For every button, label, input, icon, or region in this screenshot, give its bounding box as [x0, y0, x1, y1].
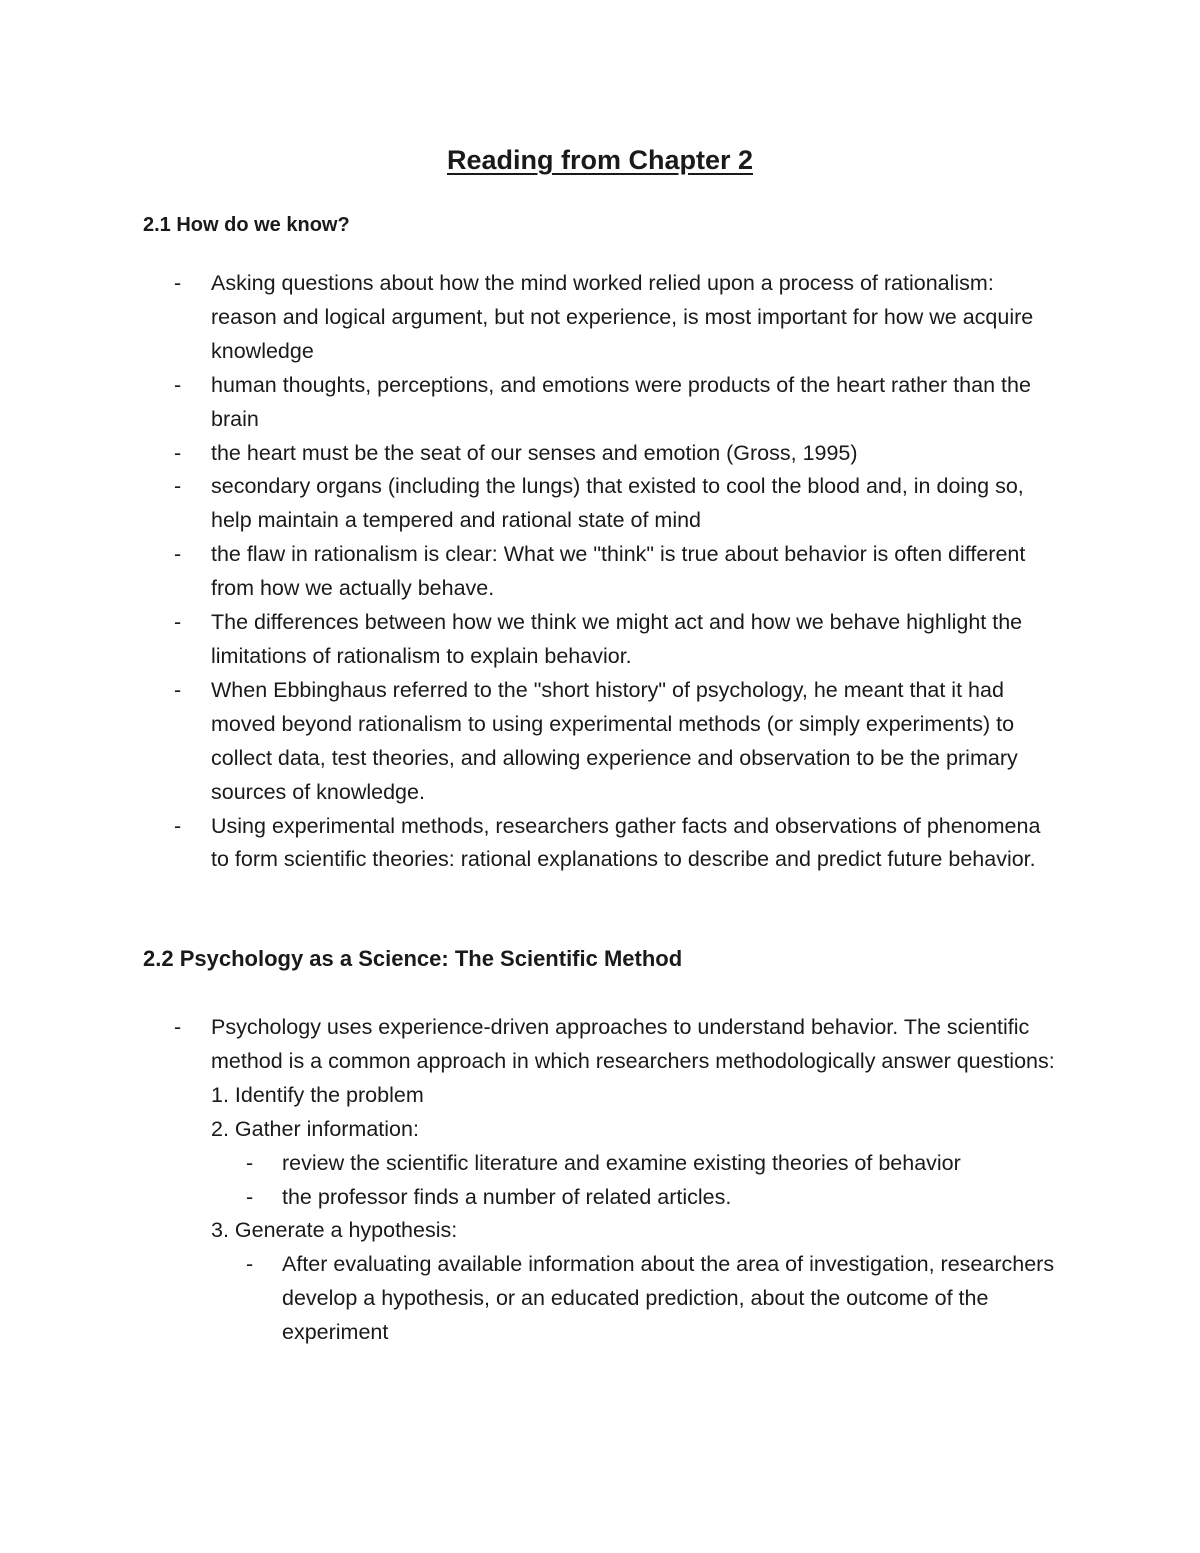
step-gather-information: 2. Gather information: [211, 1116, 419, 1141]
list-item [0, 437, 1061, 471]
page-title: Reading from Chapter 2 [446, 145, 754, 175]
list-item-text: Psychology uses experience-driven approaches to understand behavior. The scientific method is a common approach in which researchers methodologically answer questions: [211, 1015, 1055, 1073]
bullet-dash: - [246, 1150, 254, 1175]
step-generate-hypothesis: 3. Generate a hypothesis: [211, 1218, 458, 1243]
list-item [0, 369, 1061, 437]
list-item-text: Using experimental methods, researchers gather facts and observations of phenomena to form scientific theories: rational explanations to describe and predict future behavior. [211, 813, 1041, 872]
bullet-dash: - [174, 542, 182, 567]
bullet-dash: - [174, 271, 182, 295]
sub-list-item-text: After evaluating available information about the area of investigation, researchers develop a hypothesis, or an educated prediction, about the outcome of the experiment [282, 1252, 1055, 1345]
sub-list-item-text: review the scientific literature and examine existing theories of behavior [282, 1150, 961, 1175]
section-heading-2-2: 2.2 Psychology as a Science: The Scientific Method [143, 946, 683, 971]
section-2-2-list [0, 1011, 1082, 1350]
list-item-text: Asking questions about how the mind worked relied upon a process of rationalism: reason and logical argument, but not experience, is most important for how we acquire knowledge [211, 271, 1034, 363]
list-item [0, 606, 1061, 674]
bullet-dash: - [174, 610, 182, 635]
bullet-dash: - [174, 372, 182, 397]
step-identify-problem: 1. Identify the problem [211, 1082, 424, 1107]
bullet-dash: - [246, 1252, 254, 1277]
list-item [0, 1011, 1061, 1079]
section-heading-2-1: 2.1 How do we know? [143, 214, 350, 236]
list-item-text: The differences between how we think we might act and how we behave highlight the limitations of rationalism to explain behavior. [211, 610, 1023, 668]
bullet-dash: - [246, 1184, 254, 1209]
sub-list-item [0, 1248, 1082, 1350]
list-item [0, 267, 1061, 369]
list-item-text: When Ebbinghaus referred to the "short history" of psychology, he meant that it had moved beyond rationalism to using experimental methods (or simply experiments) to collect data, test theories, and allowing experience and observation to be the primary sources of knowledge. [211, 677, 1018, 804]
bullet-dash: - [174, 677, 182, 702]
list-item [0, 538, 1061, 606]
bullet-dash: - [174, 1015, 182, 1039]
list-item-text: the heart must be the seat of our senses and emotion (Gross, 1995) [211, 440, 858, 465]
sub-list-item-text: the professor finds a number of related articles. [282, 1184, 732, 1209]
bullet-dash: - [174, 440, 182, 465]
sub-list-item [0, 1147, 1082, 1181]
list-item [0, 674, 1061, 810]
list-item-text: secondary organs (including the lungs) that existed to cool the blood and, in doing so, help maintain a tempered and rational state of mind [211, 474, 1024, 533]
list-item [0, 470, 1061, 538]
bullet-dash: - [174, 813, 182, 838]
bullet-dash: - [174, 474, 182, 499]
list-item-text: human thoughts, perceptions, and emotions were products of the heart rather than the brain [211, 372, 1031, 431]
section-2-1-list [0, 267, 1061, 877]
list-item [0, 810, 1061, 878]
sub-list-item [0, 1181, 1082, 1215]
list-item-text: the flaw in rationalism is clear: What we "think" is true about behavior is often different from how we actually behave. [211, 542, 1026, 601]
